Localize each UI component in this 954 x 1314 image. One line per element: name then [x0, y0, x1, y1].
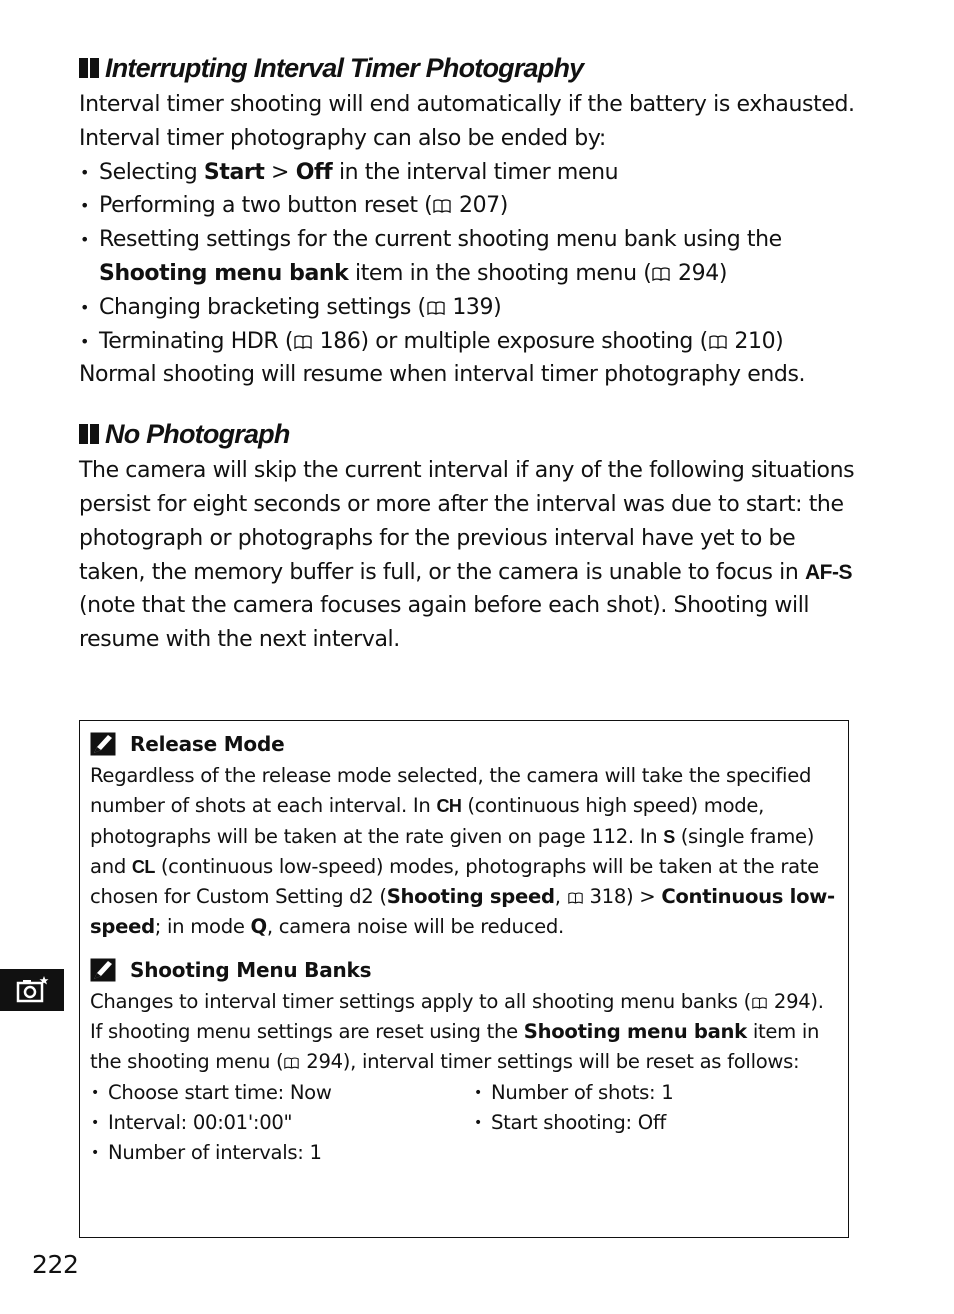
list-item: • Selecting Start > Off in the interval timer menu	[79, 156, 859, 190]
interrupting-outro: Normal shooting will resume when interval timer photography ends.	[79, 362, 806, 388]
book-reference-icon	[433, 199, 451, 213]
ch-mode-glyph: CH	[436, 796, 462, 817]
notes-box	[79, 720, 849, 1238]
shooting-menu-banks-text: Changes to interval timer settings apply to all shooting menu banks ( 294). If shooting menu settings are reset using the Shooting menu bank item in the shooting menu ( 294), interval timer settings will be reset as follows:	[90, 989, 824, 1074]
list-item: • Terminating HDR ( 186) or multiple exposure shooting ( 210)	[79, 325, 859, 359]
list-item: • Start shooting: Off	[473, 1108, 673, 1138]
note-pencil-icon	[90, 732, 116, 756]
page-content	[79, 48, 859, 657]
cl-mode-glyph: CL	[131, 856, 155, 877]
list-item: • Changing bracketing settings ( 139)	[79, 291, 859, 325]
list-item: • Resetting settings for the current shooting menu bank using the Shooting menu bank item in the shooting menu ( 294)	[79, 223, 859, 291]
q-mode-glyph: Q	[250, 915, 267, 939]
af-s-mode-label: AF-S	[805, 560, 853, 584]
book-reference-icon	[568, 892, 583, 904]
book-reference-icon	[652, 267, 670, 281]
reset-values-left	[90, 1078, 473, 1169]
list-item: • Number of shots: 1	[473, 1078, 673, 1108]
release-mode-title: Release Mode	[90, 729, 838, 759]
book-reference-icon	[294, 335, 312, 349]
reset-values-right	[473, 1078, 673, 1169]
shooting-menu-section-tab	[0, 969, 64, 1011]
book-reference-icon	[427, 301, 445, 315]
list-item: • Performing a two button reset ( 207)	[79, 189, 859, 223]
book-reference-icon	[752, 997, 767, 1009]
interrupting-heading: Interrupting Interval Timer Photography	[79, 48, 859, 88]
section-marker-icon	[79, 424, 99, 444]
shooting-menu-banks-title: Shooting Menu Banks	[90, 955, 838, 985]
no-photograph-text: The camera will skip the current interval if any of the following situations persist for eight seconds or more after the interval was due to start: the photograph or photographs for the previous interval have yet to be taken, the memory buffer is full, or the camera is unable to focus in AF-S (note that the camera focuses again before each shot). Shooting will resume with the next interval.	[79, 458, 855, 653]
book-reference-icon	[709, 335, 727, 349]
interrupting-intro: Interval timer shooting will end automatically if the battery is exhausted. Interval timer photography can also be ended by:	[79, 92, 855, 151]
no-photograph-heading: No Photograph	[79, 414, 859, 454]
list-item: • Number of intervals: 1	[90, 1138, 473, 1168]
note-pencil-icon	[90, 958, 116, 982]
camera-shooting-menu-icon	[15, 975, 49, 1005]
reset-values-list	[90, 1078, 838, 1169]
release-mode-text: Regardless of the release mode selected, the camera will take the specified number of shots at each interval. In CH (continuous high speed) mode, photographs will be taken at the rate given on page 112. In S (single frame) and CL (continuous low-speed) modes, photographs will be taken at the rate chosen for Custom Setting d2 (Shooting speed, 318) > Continuous low-speed; in mode Q, camera noise will be reduced.	[90, 764, 835, 939]
interrupting-list	[79, 156, 859, 359]
section-marker-icon	[79, 58, 99, 78]
page-number: 222	[32, 1250, 79, 1279]
list-item: • Interval: 00:01':00"	[90, 1108, 473, 1138]
book-reference-icon	[284, 1057, 299, 1069]
s-mode-glyph: S	[663, 826, 675, 847]
list-item: • Choose start time: Now	[90, 1078, 473, 1108]
